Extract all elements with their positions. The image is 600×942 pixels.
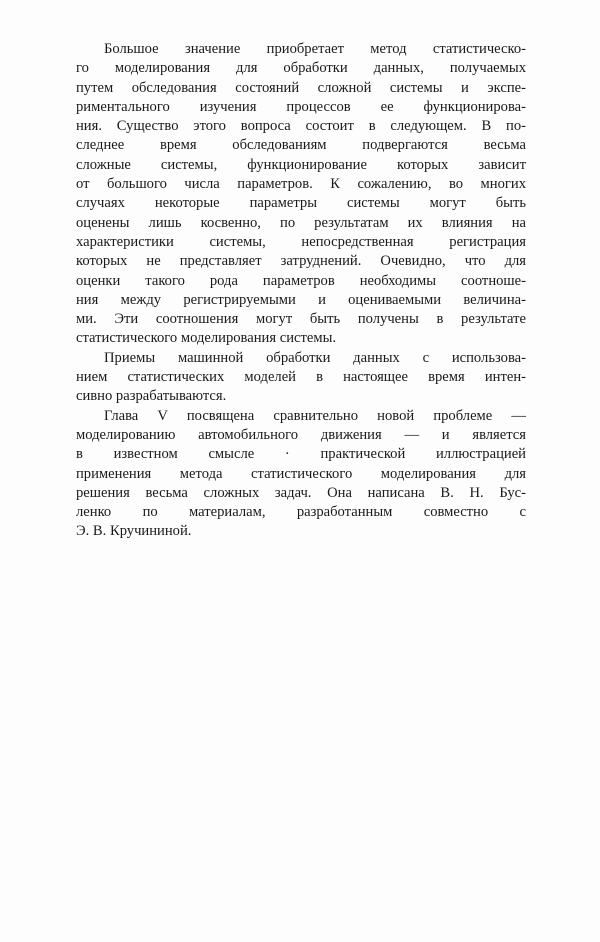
- text-line: применения метода статистического моделирования для: [76, 465, 526, 482]
- text-line: оценены лишь косвенно, по результатам их влияния на: [76, 214, 526, 231]
- text-line: следнее время обследованиям подвергаются весьма: [76, 137, 526, 154]
- text-line: риментального изучения процессов ее функционирова-: [76, 98, 526, 115]
- text-line: статистического моделирования системы.: [76, 330, 337, 347]
- text-line: го моделирования для обработки данных, получаемых: [76, 60, 526, 77]
- paragraph-2: [76, 349, 526, 407]
- text-line: оценки такого рода параметров необходимы соотноше-: [76, 272, 526, 289]
- text-line: ния между регистрируемыми и оцениваемыми величина-: [76, 291, 526, 308]
- paragraph-1: [76, 40, 526, 349]
- text-line: решения весьма сложных задач. Она написана В. Н. Бус-: [76, 484, 526, 501]
- text-line: в известном смысле · практической иллюстрацией: [76, 446, 526, 463]
- text-line: которых не представляет затруднений. Очевидно, что для: [76, 253, 526, 270]
- text-line: ми. Эти соотношения могут быть получены в результате: [76, 311, 526, 328]
- text-line: путем обследования состояний сложной системы и экспе-: [76, 79, 526, 96]
- text-line: сложные системы, функционирование которых зависит: [76, 156, 526, 173]
- text-line: Большое значение приобретает метод статистическо-: [104, 41, 526, 57]
- text-line: от большого числа параметров. К сожалению, во многих: [76, 176, 526, 193]
- paragraph-3: [76, 407, 526, 542]
- body-text: [76, 40, 526, 542]
- text-line: Э. В. Кручининой.: [76, 523, 192, 540]
- text-line: Приемы машинной обработки данных с использова-: [104, 349, 526, 366]
- text-line: нием статистических моделей в настоящее время интен-: [76, 369, 526, 386]
- text-line: Глава V посвящена сравнительно новой проблеме —: [104, 407, 526, 424]
- text-line: случаях некоторые параметры системы могут быть: [76, 195, 526, 212]
- text-line: моделированию автомобильного движения — и является: [76, 426, 526, 443]
- text-line: сивно разрабатываются.: [76, 388, 227, 405]
- text-line: ния. Существо этого вопроса состоит в следующем. В по-: [76, 118, 526, 135]
- text-line: характеристики системы, непосредственная регистрация: [76, 233, 526, 250]
- text-line: ленко по материалам, разработанным совместно с: [76, 504, 526, 521]
